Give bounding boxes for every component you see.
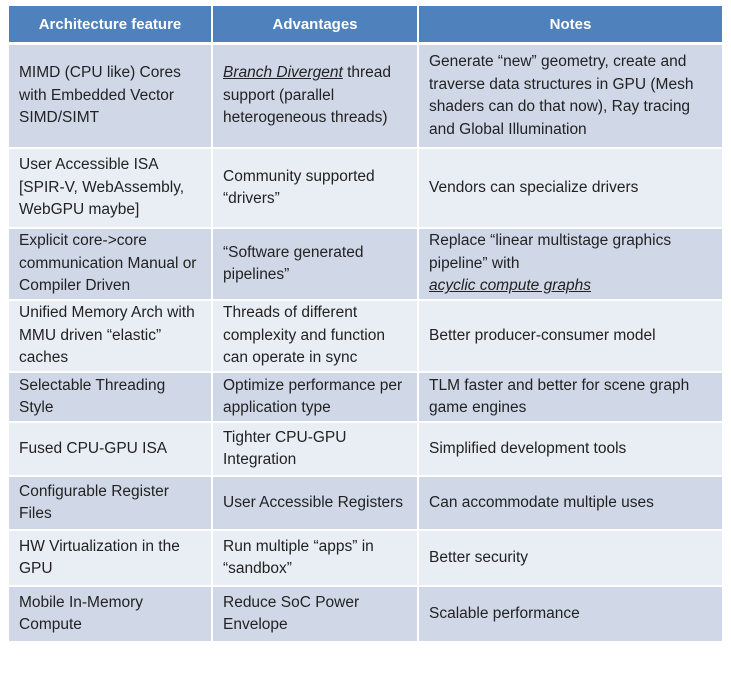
advantage-cell: Community supported “drivers”	[212, 148, 418, 228]
notes-cell: Better security	[418, 530, 722, 586]
table-row	[9, 44, 722, 149]
advantage-text: thread support (parallel heterogeneous threads)	[223, 64, 392, 127]
feature-cell: Mobile In-Memory Compute	[9, 586, 212, 642]
notes-emphasis: acyclic compute graphs	[429, 277, 591, 295]
notes-cell: Simplified development tools	[418, 422, 722, 476]
table-row	[9, 586, 722, 642]
advantage-cell	[212, 44, 418, 149]
table-row	[9, 372, 722, 422]
feature-cell: Fused CPU-GPU ISA	[9, 422, 212, 476]
feature-cell: MIMD (CPU like) Cores with Embedded Vector SIMD/SIMT	[9, 44, 212, 149]
header-advantages: Advantages	[212, 6, 418, 44]
header-architecture-feature: Architecture feature	[9, 6, 212, 44]
table-row	[9, 300, 722, 372]
advantage-cell: Threads of different complexity and function can operate in sync	[212, 300, 418, 372]
advantage-cell: Reduce SoC Power Envelope	[212, 586, 418, 642]
feature-cell: HW Virtualization in the GPU	[9, 530, 212, 586]
notes-cell: TLM faster and better for scene graph game engines	[418, 372, 722, 422]
architecture-feature-table	[9, 6, 722, 643]
feature-cell: Configurable Register Files	[9, 476, 212, 530]
table-row	[9, 228, 722, 300]
feature-cell: User Accessible ISA [SPIR-V, WebAssembly, WebGPU maybe]	[9, 148, 212, 228]
table-row	[9, 530, 722, 586]
advantage-cell: User Accessible Registers	[212, 476, 418, 530]
advantage-emphasis: Branch Divergent	[223, 64, 343, 82]
advantage-cell: “Software generated pipelines”	[212, 228, 418, 300]
notes-cell	[418, 228, 722, 300]
feature-cell: Unified Memory Arch with MMU driven “elastic” caches	[9, 300, 212, 372]
notes-text: Replace “linear multistage graphics pipeline” with	[429, 232, 672, 272]
table-row	[9, 148, 722, 228]
table-row	[9, 476, 722, 530]
feature-cell: Explicit core->core communication Manual or Compiler Driven	[9, 228, 212, 300]
notes-cell: Better producer-consumer model	[418, 300, 722, 372]
advantage-cell: Tighter CPU-GPU Integration	[212, 422, 418, 476]
notes-cell: Generate “new” geometry, create and traverse data structures in GPU (Mesh shaders can do that now), Ray tracing and Global Illumination	[418, 44, 722, 149]
table-row	[9, 422, 722, 476]
advantage-cell: Optimize performance per application type	[212, 372, 418, 422]
header-row	[9, 6, 722, 44]
notes-cell: Vendors can specialize drivers	[418, 148, 722, 228]
notes-cell: Scalable performance	[418, 586, 722, 642]
feature-cell: Selectable Threading Style	[9, 372, 212, 422]
header-notes: Notes	[418, 6, 722, 44]
notes-cell: Can accommodate multiple uses	[418, 476, 722, 530]
advantage-cell: Run multiple “apps” in “sandbox”	[212, 530, 418, 586]
